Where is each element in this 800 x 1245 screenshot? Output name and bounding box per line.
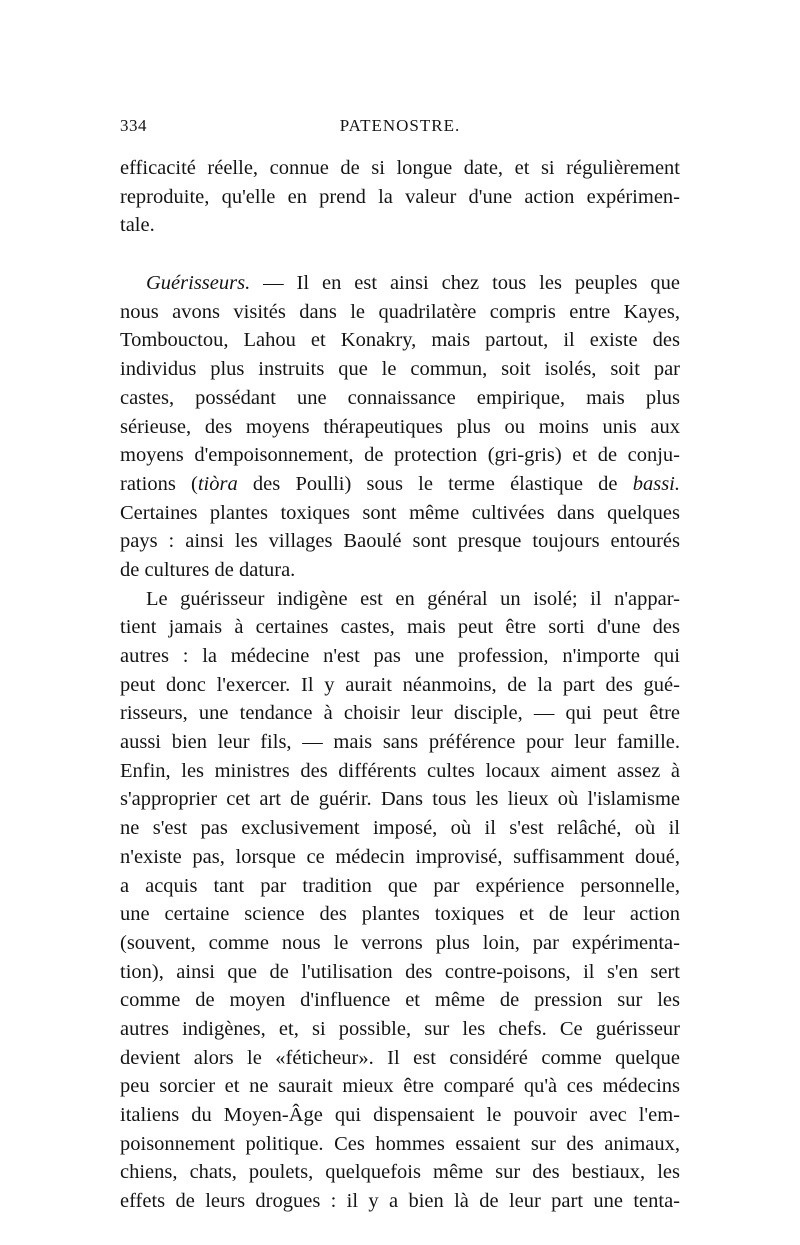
text-line: aussi bien leur fils, — mais sans préférence pour leur famille. — [120, 731, 680, 754]
text-line: peut donc l'exercer. Il y aurait néanmoins, de la part des gué- — [120, 673, 680, 696]
text-run: des Poulli) sous le terme élastique de — [237, 472, 633, 495]
text-line: devient alors le «féticheur». Il est considéré comme quelque — [120, 1046, 680, 1069]
text-run: rations ( — [120, 472, 198, 495]
text-line: (souvent, comme nous le verrons plus loin, par expérimenta- — [120, 931, 680, 954]
text-line: castes, possédant une connaissance empirique, mais plus — [120, 386, 680, 409]
text-line: Certaines plantes toxiques sont même cultivées dans quelques — [120, 501, 680, 524]
text-line: reproduite, qu'elle en prend la valeur d'une action expérimen- — [120, 185, 680, 208]
text-line: tale. — [120, 214, 155, 237]
text-line: n'existe pas, lorsque ce médecin improvisé, suffisamment doué, — [120, 845, 680, 868]
paragraph-continuation — [120, 154, 680, 240]
text-line: s'approprier cet art de guérir. Dans tous les lieux où l'islamisme — [120, 788, 680, 811]
text-line: moyens d'empoisonnement, de protection (gri-gris) et de conju- — [120, 444, 680, 467]
text-line: sérieuse, des moyens thérapeutiques plus ou moins unis aux — [120, 415, 680, 438]
text-line: comme de moyen d'influence et même de pression sur les — [120, 989, 680, 1012]
paragraph-guerisseurs — [120, 269, 680, 585]
text-line: Tombouctou, Lahou et Konakry, mais partout, il existe des — [120, 329, 680, 352]
text-line: tion), ainsi que de l'utilisation des contre-poisons, il s'en sert — [120, 960, 680, 983]
paragraph-guerisseur-indigene — [120, 585, 680, 1216]
text-line — [120, 269, 680, 298]
page-number: 334 — [120, 116, 147, 135]
text-line: pays : ainsi les villages Baoulé sont presque toujours entourés — [120, 530, 680, 553]
text-line: une certaine science des plantes toxiques et de leur action — [120, 903, 680, 926]
text-line: poisonnement politique. Ces hommes essaient sur des animaux, — [120, 1132, 680, 1155]
text-run: — Il en est ainsi chez tous les peuples que — [250, 272, 680, 295]
text-line: Enfin, les ministres des différents cultes locaux aiment assez à — [120, 759, 680, 782]
text-line: chiens, chats, poulets, quelquefois même sur des bestiaux, les — [120, 1161, 680, 1184]
text-line: ne s'est pas exclusivement imposé, où il s'est relâché, où il — [120, 817, 680, 840]
text-line — [120, 470, 680, 499]
text-line: peu sorcier et ne saurait mieux être comparé qu'à ces médecins — [120, 1075, 680, 1098]
text-line: effets de leurs drogues : il y a bien là de leur part une tenta- — [120, 1190, 680, 1213]
page-header — [120, 116, 680, 142]
text-line: tient jamais à certaines castes, mais peut être sorti d'une des — [120, 616, 680, 639]
text-line: de cultures de datura. — [120, 558, 296, 581]
text-line: autres indigènes, et, si possible, sur les chefs. Ce guérisseur — [120, 1017, 680, 1040]
text-line: nous avons visités dans le quadrilatère compris entre Kayes, — [120, 300, 680, 323]
term-bassi: bassi. — [632, 472, 680, 495]
text-line: italiens du Moyen-Âge qui dispensaient le pouvoir avec l'em- — [120, 1104, 680, 1126]
text-line: a acquis tant par tradition que par expérience personnelle, — [120, 874, 680, 897]
term-tiora: tiòra — [197, 472, 238, 495]
page-body — [120, 154, 680, 1216]
text-line: autres : la médecine n'est pas une profession, n'importe qui — [120, 645, 680, 667]
section-heading: Guérisseurs. — [146, 272, 251, 295]
text-line: risseurs, une tendance à choisir leur disciple, — qui peut être — [120, 702, 680, 725]
text-line: Le guérisseur indigène est en général un isolé; il n'appar- — [146, 587, 680, 610]
text-line: efficacité réelle, connue de si longue date, et si régulièrement — [120, 157, 680, 179]
section-gap — [120, 240, 680, 269]
text-line: individus plus instruits que le commun, soit isolés, soit par — [120, 358, 680, 381]
running-title: PATENOSTRE. — [339, 116, 461, 135]
